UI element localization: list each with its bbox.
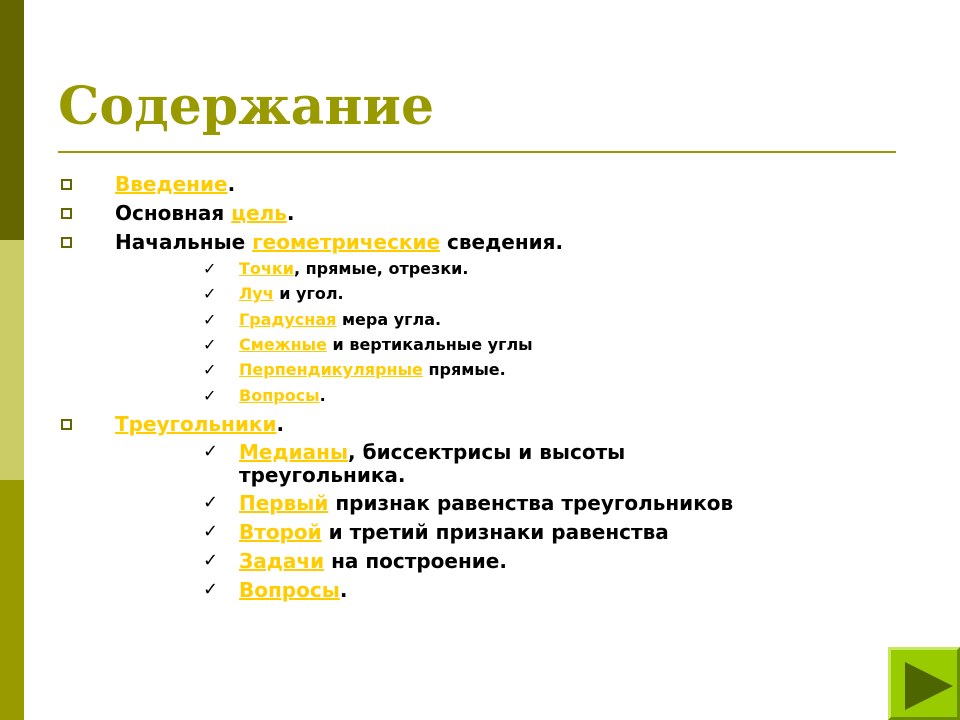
list-item-goal — [115, 203, 295, 223]
link-triangles[interactable]: Треугольники — [115, 412, 277, 436]
link-goal[interactable]: цель — [231, 201, 287, 225]
sublist-item-ray — [203, 284, 344, 303]
checkmark-icon: ✓ — [203, 492, 219, 513]
checkmark-icon: ✓ — [203, 259, 217, 278]
sublist-item-medians — [203, 440, 626, 487]
item-text: и вертикальные углы — [326, 335, 533, 354]
link-questions-2[interactable]: Вопросы — [239, 578, 340, 602]
link-perpendicular[interactable]: Перпендикулярные — [239, 360, 423, 379]
checkmark-icon: ✓ — [203, 441, 219, 462]
sublist-item-questions-1 — [203, 386, 326, 405]
page-title: Содержание — [58, 76, 435, 137]
item-text: мера угла. — [336, 310, 442, 329]
item-text-continued: треугольника. — [239, 463, 406, 487]
item-text: и третий признаки равенства — [321, 520, 669, 544]
sublist-item-questions-2 — [203, 578, 348, 602]
item-text: . — [286, 201, 295, 225]
item-text: . — [227, 172, 236, 196]
checkmark-icon: ✓ — [203, 310, 217, 329]
list-item-triangles — [115, 414, 284, 434]
checkmark-icon: ✓ — [203, 284, 217, 303]
title-divider — [58, 151, 896, 153]
hollow-square-bullet-icon — [61, 419, 72, 430]
link-geometric[interactable]: геометрические — [252, 230, 441, 254]
item-text: , биссектрисы и высоты — [348, 440, 626, 464]
sublist-item-adjacent — [203, 335, 533, 354]
item-text: прямые. — [422, 360, 506, 379]
item-text: , прямые, отрезки. — [293, 259, 469, 278]
sublist-item-tasks — [203, 549, 507, 573]
item-text: . — [276, 412, 285, 436]
item-text: и угол. — [273, 284, 344, 303]
sublist-item-points — [203, 259, 469, 278]
next-slide-button[interactable] — [888, 647, 960, 720]
link-adjacent[interactable]: Смежные — [239, 335, 327, 354]
item-text: признак равенства треугольников — [328, 491, 734, 515]
item-prefix: Начальные — [115, 230, 253, 254]
sidebar-stripe-middle — [0, 240, 24, 480]
checkmark-icon: ✓ — [203, 579, 219, 600]
sublist-item-degree — [203, 310, 442, 329]
item-text: на построение. — [324, 549, 507, 573]
link-points[interactable]: Точки — [239, 259, 294, 278]
sidebar-stripe-top — [0, 0, 24, 240]
link-second[interactable]: Второй — [239, 520, 322, 544]
link-intro[interactable]: Введение — [115, 172, 228, 196]
item-text: . — [339, 578, 348, 602]
sublist-item-first-sign — [203, 491, 734, 515]
link-medians[interactable]: Медианы — [239, 440, 349, 464]
checkmark-icon: ✓ — [203, 335, 217, 354]
hollow-square-bullet-icon — [61, 179, 72, 190]
sidebar-stripe-bottom — [0, 480, 24, 720]
checkmark-icon: ✓ — [203, 386, 217, 405]
checkmark-icon: ✓ — [203, 550, 219, 571]
item-prefix: Основная — [115, 201, 232, 225]
link-first[interactable]: Первый — [239, 491, 329, 515]
hollow-square-bullet-icon — [61, 237, 72, 248]
item-text: сведения. — [440, 230, 564, 254]
checkmark-icon: ✓ — [203, 521, 219, 542]
checkmark-icon: ✓ — [203, 360, 217, 379]
hollow-square-bullet-icon — [61, 208, 72, 219]
list-item-intro — [115, 174, 235, 194]
list-item-basics — [115, 232, 563, 252]
link-degree[interactable]: Градусная — [239, 310, 337, 329]
link-ray[interactable]: Луч — [239, 284, 274, 303]
sublist-item-second-sign — [203, 520, 669, 544]
item-text: . — [319, 386, 326, 405]
link-questions-1[interactable]: Вопросы — [239, 386, 320, 405]
link-tasks[interactable]: Задачи — [239, 549, 325, 573]
sublist-item-perpendicular — [203, 360, 506, 379]
play-triangle-icon — [899, 658, 955, 714]
